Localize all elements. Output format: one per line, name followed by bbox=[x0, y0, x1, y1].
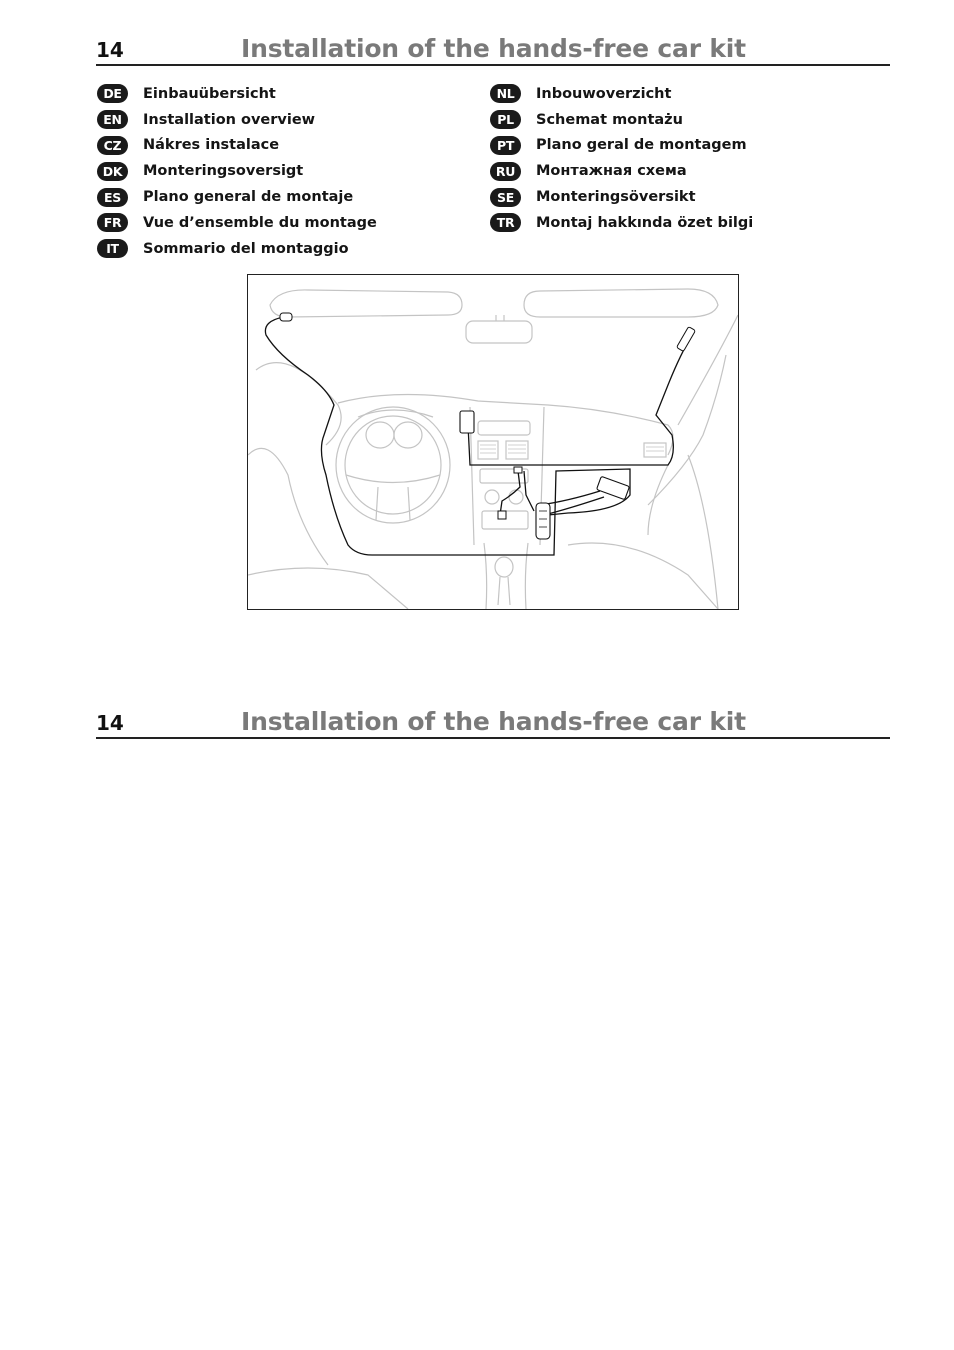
language-label: Schemat montażu bbox=[536, 111, 683, 128]
language-item bbox=[490, 184, 753, 210]
page-title: Installation of the hands-free car kit bbox=[241, 707, 746, 736]
language-item bbox=[97, 107, 377, 133]
language-item bbox=[97, 158, 377, 184]
language-label: Monteringsoversigt bbox=[143, 163, 304, 180]
language-label: Inbouwoverzicht bbox=[536, 85, 672, 102]
language-code-badge: IT bbox=[97, 239, 128, 258]
connector-module bbox=[536, 503, 550, 539]
language-item bbox=[490, 210, 753, 236]
language-label: Montaj hakkında özet bilgi bbox=[536, 214, 754, 231]
language-label: Монтажная схема bbox=[536, 163, 687, 180]
language-label: Nákres instalace bbox=[143, 137, 280, 154]
language-code-badge: PT bbox=[490, 136, 521, 155]
language-item bbox=[490, 158, 753, 184]
language-code-badge: ES bbox=[97, 188, 128, 207]
electronic-box bbox=[597, 476, 630, 499]
page-number: 14 bbox=[96, 711, 124, 735]
language-item bbox=[490, 81, 753, 107]
language-label: Installation overview bbox=[143, 111, 316, 128]
components bbox=[280, 313, 695, 539]
language-code-badge: CZ bbox=[97, 136, 128, 155]
gauge-right bbox=[394, 422, 422, 448]
language-item bbox=[490, 107, 753, 133]
language-label: Vue d’ensemble du montage bbox=[143, 214, 377, 231]
language-code-badge: NL bbox=[490, 84, 521, 103]
language-code-badge: EN bbox=[97, 110, 128, 129]
language-list-right bbox=[490, 81, 753, 236]
language-code-badge: RU bbox=[490, 162, 521, 181]
page-number: 14 bbox=[96, 38, 124, 62]
language-label: Einbauübersicht bbox=[143, 85, 276, 102]
steering-wheel bbox=[336, 407, 450, 523]
language-code-badge: FR bbox=[97, 213, 128, 232]
car-interior-drawing bbox=[248, 275, 738, 609]
language-label: Plano general de montaje bbox=[143, 189, 354, 206]
language-label: Sommario del montaggio bbox=[143, 240, 349, 257]
center-console bbox=[470, 407, 544, 545]
language-label: Monteringsöversikt bbox=[536, 189, 696, 206]
language-code-badge: TR bbox=[490, 213, 521, 232]
language-item bbox=[97, 236, 377, 262]
installation-diagram bbox=[247, 274, 739, 610]
language-code-badge: SE bbox=[490, 188, 521, 207]
left-sun-visor bbox=[270, 290, 462, 317]
language-list-left bbox=[97, 81, 377, 262]
page-header-repeat bbox=[96, 707, 890, 739]
right-sun-visor bbox=[524, 289, 718, 317]
microphone-cable bbox=[265, 317, 630, 555]
antenna bbox=[677, 327, 696, 352]
language-item bbox=[97, 133, 377, 159]
language-item bbox=[97, 210, 377, 236]
language-code-badge: PL bbox=[490, 110, 521, 129]
rear-view-mirror bbox=[466, 321, 532, 343]
gauge-left bbox=[366, 422, 394, 448]
page-header bbox=[96, 34, 890, 66]
harness-wires bbox=[500, 471, 534, 515]
microphone bbox=[280, 313, 292, 321]
page-title: Installation of the hands-free car kit bbox=[241, 34, 746, 63]
language-item bbox=[490, 133, 753, 159]
phone-cradle bbox=[460, 411, 474, 433]
mirror-mount bbox=[496, 315, 504, 321]
language-code-badge: DE bbox=[97, 84, 128, 103]
language-label: Plano geral de montagem bbox=[536, 137, 747, 154]
language-code-badge: DK bbox=[97, 162, 128, 181]
language-item bbox=[97, 81, 377, 107]
language-item bbox=[97, 184, 377, 210]
cable-routing bbox=[265, 317, 692, 555]
gear-knob bbox=[495, 557, 513, 577]
gear-console bbox=[484, 543, 528, 609]
left-a-pillar bbox=[256, 363, 341, 445]
